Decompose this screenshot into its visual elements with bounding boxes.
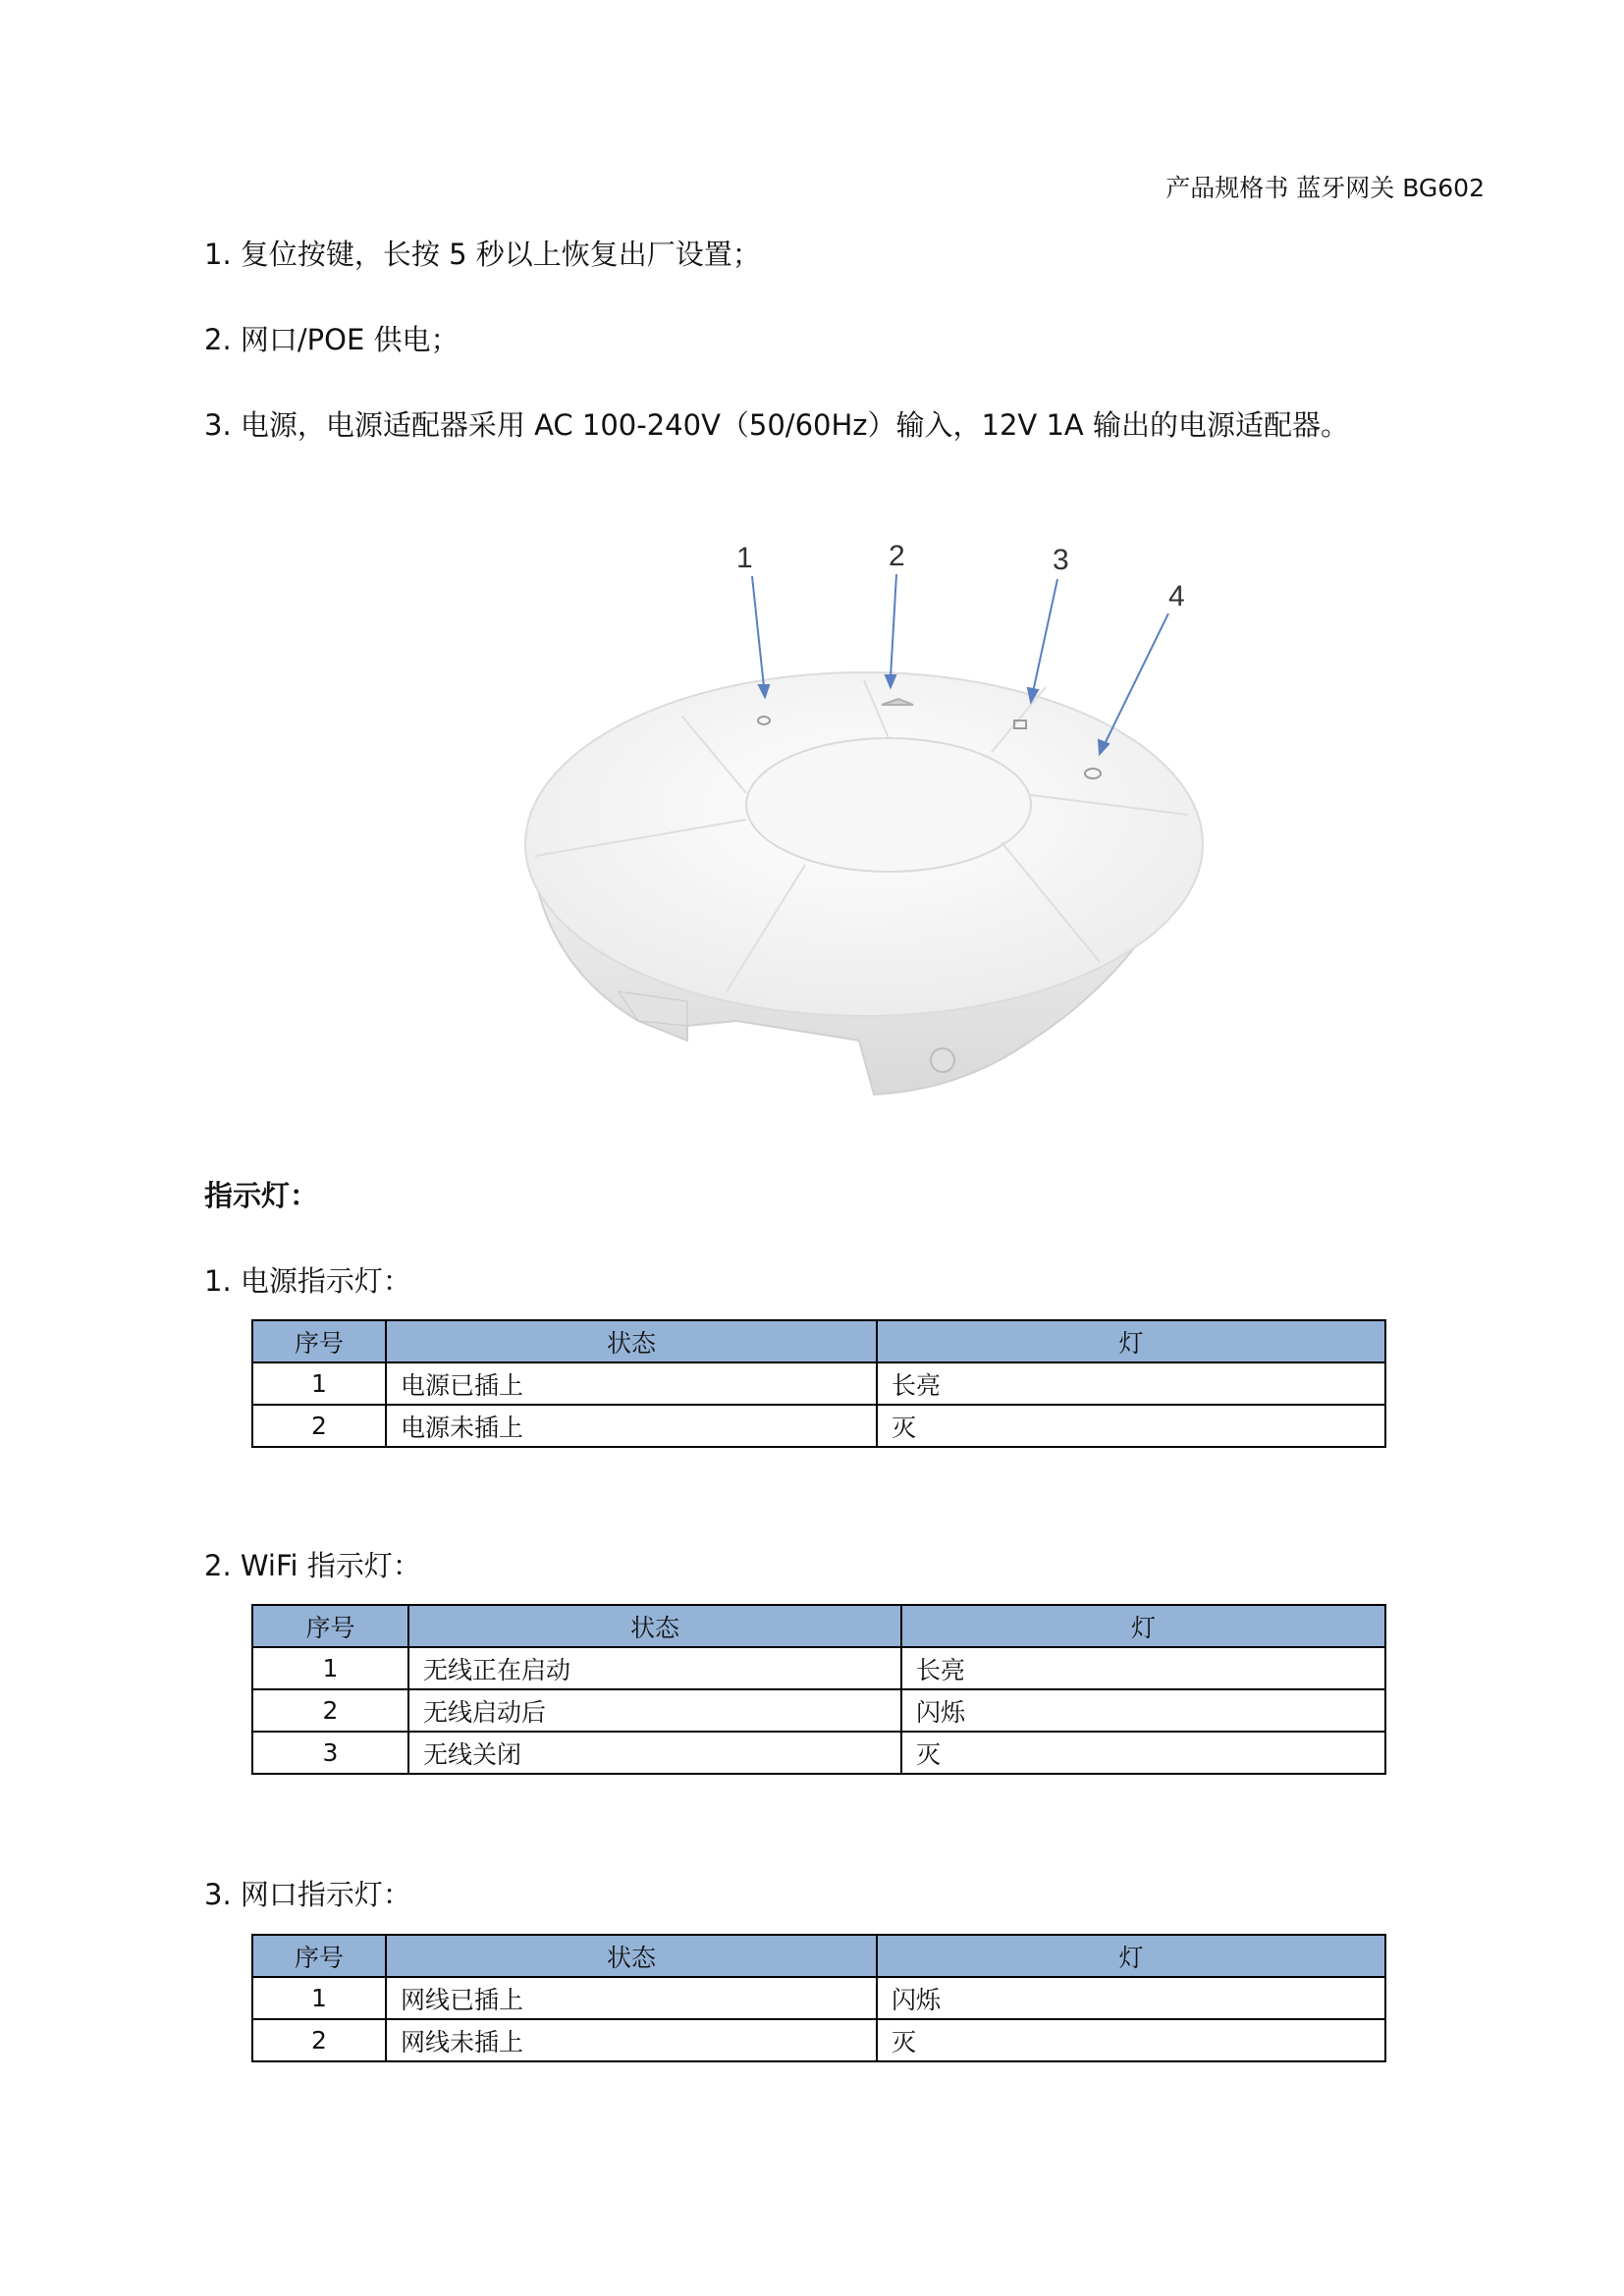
indicator-heading: 指示灯： [204,1179,319,1212]
table-row [252,1732,1385,1774]
intro-item-power: 3. 电源，电源适配器采用 AC 100-240V（50/60Hz）输入，12V 1A 输出的电源适配器。 [204,408,1349,442]
cell-index: 3 [252,1732,408,1774]
col-header-status: 状态 [386,1320,877,1362]
intro-item-reset: 1. 复位按键，长按 5 秒以上恢复出厂设置； [204,238,761,271]
page-header: 产品规格书 蓝牙网关 BG602 [1165,174,1485,202]
cell-light: 闪烁 [901,1689,1385,1732]
wifi-indicator-table [251,1604,1386,1775]
cell-status: 无线启动后 [408,1689,901,1732]
power-indicator-title: 1. 电源指示灯： [204,1264,411,1298]
wifi-indicator-title: 2. WiFi 指示灯： [204,1549,421,1582]
cell-index: 1 [252,1977,386,2019]
lan-indicator-title: 3. 网口指示灯： [204,1878,411,1911]
cell-index: 1 [252,1362,386,1405]
cell-index: 2 [252,2019,386,2061]
col-header-index: 序号 [252,1320,386,1362]
callout-label-4: 4 [1168,580,1185,613]
reset-hole [931,1048,954,1072]
cell-light: 长亮 [901,1647,1385,1689]
cell-status: 无线关闭 [408,1732,901,1774]
cell-light: 灭 [877,1405,1385,1447]
table-header-row [252,1320,1385,1362]
col-header-light: 灯 [901,1605,1385,1647]
col-header-light: 灯 [877,1935,1385,1977]
cell-light: 长亮 [877,1362,1385,1405]
cell-light: 闪烁 [877,1977,1385,2019]
table-row [252,1362,1385,1405]
callout-label-2: 2 [889,540,905,572]
lan-indicator-table [251,1934,1386,2062]
power-indicator-table [251,1319,1386,1448]
table-row [252,1689,1385,1732]
col-header-index: 序号 [252,1935,386,1977]
col-header-status: 状态 [408,1605,901,1647]
device-illustration [511,530,1218,1119]
table-row [252,1405,1385,1447]
table-row [252,1647,1385,1689]
intro-item-poe: 2. 网口/POE 供电； [204,323,460,356]
cell-light: 灭 [877,2019,1385,2061]
cell-status: 网线未插上 [386,2019,877,2061]
table-header-row [252,1605,1385,1647]
col-header-light: 灯 [877,1320,1385,1362]
cell-index: 2 [252,1689,408,1732]
cell-status: 网线已插上 [386,1977,877,2019]
cell-status: 无线正在启动 [408,1647,901,1689]
callout-label-3: 3 [1053,544,1069,576]
center-disc [746,738,1031,872]
table-row [252,2019,1385,2061]
table-header-row [252,1935,1385,1977]
col-header-index: 序号 [252,1605,408,1647]
cell-light: 灭 [901,1732,1385,1774]
cell-index: 1 [252,1647,408,1689]
cell-index: 2 [252,1405,386,1447]
callout-label-1: 1 [736,542,753,574]
table-row [252,1977,1385,2019]
cell-status: 电源已插上 [386,1362,877,1405]
cell-status: 电源未插上 [386,1405,877,1447]
col-header-status: 状态 [386,1935,877,1977]
